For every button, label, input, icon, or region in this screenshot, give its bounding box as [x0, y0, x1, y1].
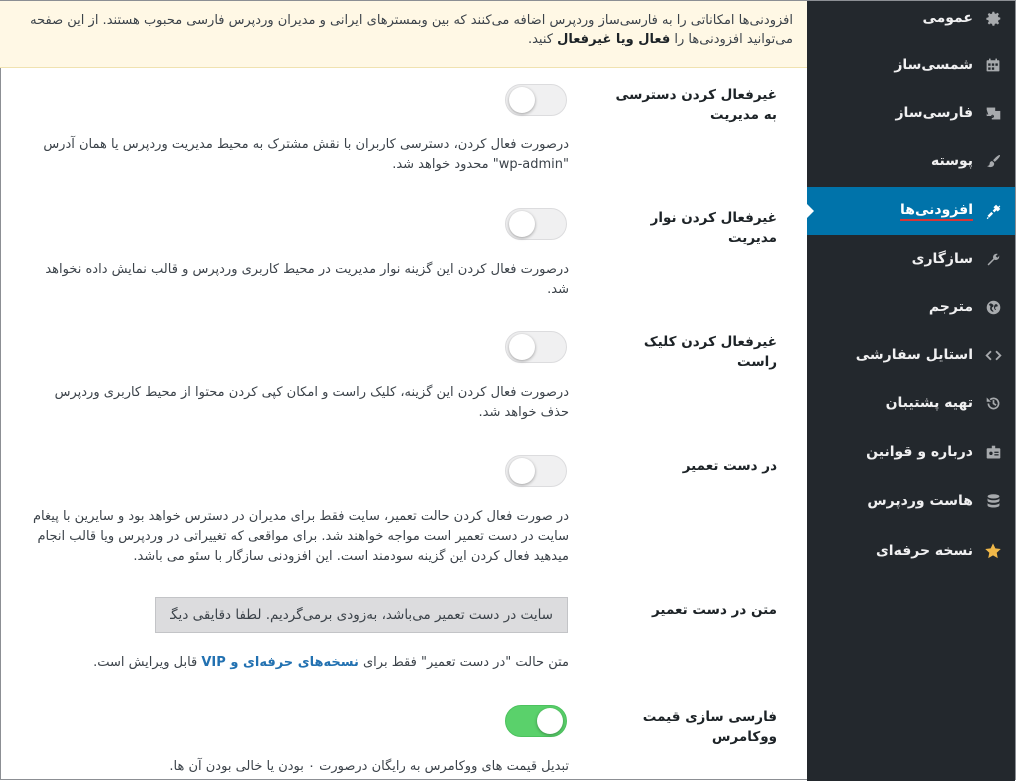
sidebar-item-farsisaz[interactable] — [807, 89, 1015, 137]
sidebar-item-backup[interactable] — [807, 379, 1015, 427]
sidebar-item-label: هاست وردپرس — [867, 493, 973, 509]
sidebar-item-pro[interactable] — [807, 527, 1015, 575]
sidebar-item-shamsi[interactable] — [807, 41, 1015, 89]
pro-versions-link[interactable]: نسخه‌های حرفه‌ای و VIP — [201, 655, 359, 670]
brush-icon — [983, 151, 1003, 171]
toggle-knob — [537, 708, 563, 734]
maintenance-text-input[interactable] — [155, 597, 568, 633]
option-label-maintenance-text: متن در دست تعمیر — [652, 602, 777, 618]
option-desc-right-click: درصورت فعال کردن این گزینه، کلیک راست و امکان کپی کردن محتوا از محیط کاربری وردپرس حذف خواهد شد. — [54, 385, 569, 420]
sidebar-item-label: سازگاری — [911, 251, 973, 267]
plugin-icon — [983, 201, 1003, 221]
toggle-right-click[interactable] — [505, 331, 567, 363]
maintenance-desc-start: متن حالت "در دست تعمیر" فقط برای — [358, 655, 569, 670]
maintenance-desc-end: قابل ویرایش است. — [93, 655, 202, 670]
option-desc-admin-access: درصورت فعال کردن، دسترسی کاربران با نقش مشترک به محیط مدیریت وردپرس یا همان آدرس "wp-admin" محدود خواهد شد. — [43, 137, 569, 172]
backup-icon — [983, 393, 1003, 413]
sidebar-item-label: پوسته — [930, 153, 973, 169]
sidebar-item-addons[interactable] — [807, 187, 1015, 235]
wrench-icon — [983, 249, 1003, 269]
sidebar-item-label: درباره و قوانین — [866, 444, 973, 460]
code-icon — [983, 345, 1003, 365]
option-desc-woocommerce-price: تبدیل قیمت های ووکامرس به رایگان درصورت ۰ بودن یا خالی بودن آن ها. — [169, 759, 569, 774]
notice-text-start: افزودنی‌ها امکاناتی را به فارسی‌ساز وردپرس اضافه می‌کنند که بین وبمسترهای ایرانی و مدیران وردپرس فارسی محبوب هستند. از این صفحه می‌توانید افزودنی‌ها را — [30, 13, 793, 47]
toggle-knob — [509, 211, 535, 237]
sidebar-item-label: مترجم — [928, 299, 973, 315]
sidebar-item-label: فارسی‌ساز — [895, 105, 973, 121]
sidebar-item-label: نسخه حرفه‌ای — [875, 543, 973, 559]
toggle-knob — [509, 334, 535, 360]
database-icon — [983, 491, 1003, 511]
option-label-right-click: غیرفعال کردن کلیک راست — [643, 334, 777, 370]
option-label-maintenance: در دست تعمیر — [682, 458, 777, 474]
sidebar-item-about[interactable] — [807, 428, 1015, 476]
sidebar-item-compat[interactable] — [807, 235, 1015, 283]
calendar-icon — [983, 55, 1003, 75]
translate-icon — [983, 103, 1003, 123]
svg-text:A: A — [983, 108, 988, 116]
option-label-admin-bar: غیرفعال کردن نوار مدیریت — [650, 210, 777, 246]
sidebar-item-general[interactable] — [807, 0, 1015, 42]
option-label-admin-access: غیرفعال کردن دسترسی به مدیریت — [615, 87, 777, 123]
sidebar-item-label: شمسی‌ساز — [894, 57, 973, 73]
info-card-icon — [983, 442, 1003, 462]
toggle-woocommerce-price[interactable] — [505, 705, 567, 737]
addons-notice — [0, 1, 807, 68]
sidebar-item-theme[interactable] — [807, 137, 1015, 185]
globe-icon — [983, 297, 1003, 317]
addons-settings-panel — [0, 1, 807, 781]
sidebar-item-label: افزودنی‌ها — [900, 202, 973, 221]
toggle-admin-bar[interactable] — [505, 208, 567, 240]
gear-icon — [983, 8, 1003, 28]
star-icon — [983, 541, 1003, 561]
toggle-knob — [509, 87, 535, 113]
sidebar-item-translator[interactable] — [807, 283, 1015, 331]
notice-text-end: کنید. — [527, 32, 558, 47]
svg-text:ف: ف — [986, 112, 994, 120]
notice-text-bold: فعال ویا غیرفعال — [557, 32, 671, 47]
option-desc-maintenance: در صورت فعال کردن حالت تعمیر، سایت فقط برای مدیران در دسترس خواهد بود و سایرین با پیغام سایت در دست تعمیر است مواجه خواهند شد. برای مواقعی که تغییراتی در وردپرس ویا قالب انجام میدهید فعال کردن این گزینه سودمند است. این افزودنی سازگار با سئو می باشد. — [33, 509, 569, 564]
sidebar — [807, 1, 1015, 781]
option-label-woocommerce-price: فارسی سازی قیمت ووکامرس — [642, 709, 777, 745]
option-desc-admin-bar: درصورت فعال کردن این گزینه نوار مدیریت در محیط کاربری وردپرس و قالب نمایش داده نخواهد شد. — [45, 262, 569, 297]
toggle-knob — [509, 458, 535, 484]
sidebar-item-label: تهیه پشتیبان — [885, 395, 973, 411]
toggle-admin-access[interactable] — [505, 84, 567, 116]
maintenance-text-desc — [24, 653, 569, 673]
sidebar-item-hosting[interactable] — [807, 477, 1015, 525]
sidebar-item-label: عمومی — [922, 10, 973, 26]
sidebar-item-custom-style[interactable] — [807, 331, 1015, 379]
toggle-maintenance[interactable] — [505, 455, 567, 487]
sidebar-item-label: استایل سفارشی — [855, 347, 973, 363]
